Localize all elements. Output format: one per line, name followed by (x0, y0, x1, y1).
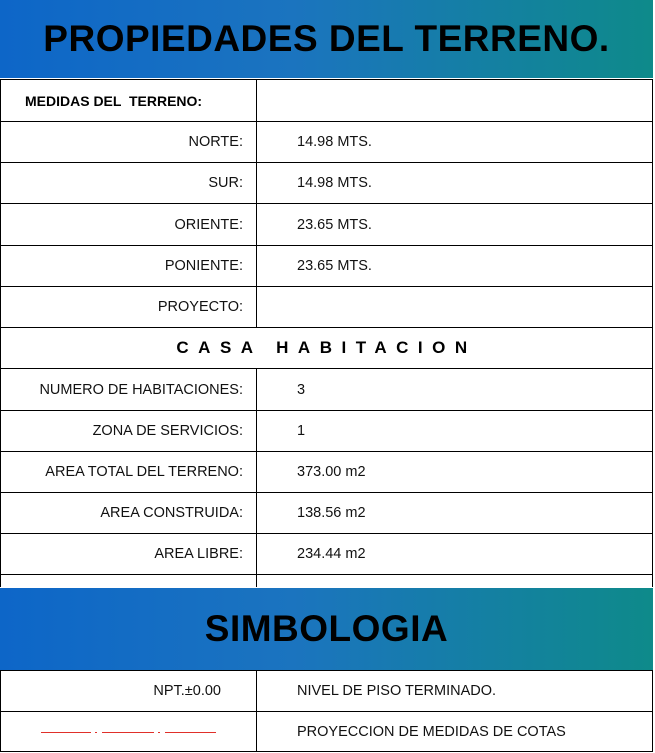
row-value: 14.98 MTS. (297, 175, 372, 191)
row-value: 23.65 MTS. (297, 258, 372, 274)
page-title: PROPIEDADES DEL TERRENO. (43, 18, 610, 59)
table-row (0, 534, 653, 575)
row-label: AREA LIBRE: (154, 546, 243, 562)
proyecto-value: CASA HABITACION (176, 338, 477, 357)
row-label: SUR: (208, 175, 243, 191)
row-value: 14.98 MTS. (297, 134, 372, 150)
row-value: 23.65 MTS. (297, 216, 372, 233)
table-row (0, 452, 653, 493)
row-value: 1 (297, 423, 306, 439)
proyecto-value-row (0, 328, 653, 369)
row-label: AREA TOTAL DEL TERRENO: (45, 464, 243, 480)
table-row (0, 246, 653, 287)
row-label: AREA CONSTRUIDA: (100, 505, 243, 521)
medidas-heading-text: MEDIDAS DEL TERRENO: (25, 92, 203, 109)
proyecto-row (0, 287, 653, 328)
symbol-label: NPT.±0.00 (153, 683, 221, 699)
table-row (0, 163, 653, 204)
table-row (0, 493, 653, 534)
header-banner (0, 0, 653, 78)
symbol-description: PROYECCION DE MEDIDAS DE COTAS (297, 723, 566, 740)
row-value: 234.44 m2 (297, 546, 366, 562)
simbologia-title: SIMBOLOGIA (204, 608, 449, 649)
symbol-description: NIVEL DE PISO TERMINADO. (297, 683, 497, 699)
spacer-row (0, 575, 653, 587)
row-value: 138.56 m2 (297, 505, 366, 521)
table-row (0, 204, 653, 246)
table-row (0, 369, 653, 411)
row-value: 3 (297, 381, 306, 398)
table-row (0, 411, 653, 452)
red-dash-dot-line-icon (41, 712, 216, 751)
simbologia-banner (0, 588, 653, 670)
table-row (0, 122, 653, 163)
row-label: ORIENTE: (174, 216, 243, 233)
proyecto-label: PROYECTO: (157, 299, 243, 315)
simbologia-row (0, 712, 653, 752)
simbologia-row (0, 671, 653, 712)
medidas-heading (25, 80, 202, 121)
row-value: 373.00 m2 (297, 464, 366, 480)
row-label: ZONA DE SERVICIOS: (92, 423, 243, 439)
row-label: PONIENTE: (164, 258, 243, 274)
row-label: NORTE: (188, 134, 243, 150)
medidas-heading-row (0, 80, 653, 122)
row-label: NUMERO DE HABITACIONES: (39, 381, 243, 398)
